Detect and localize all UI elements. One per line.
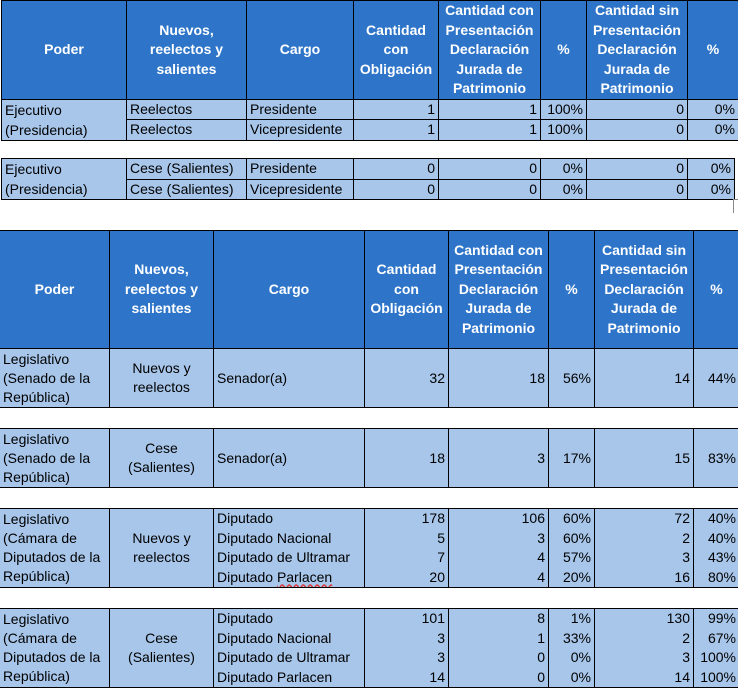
header-pct-con: %: [541, 1, 587, 100]
value-line: 72: [598, 509, 690, 529]
header-cargo: Cargo: [214, 231, 365, 349]
value-line: 178: [368, 509, 445, 529]
value-line: 100%: [697, 648, 736, 668]
header-con: Cantidad con Presentación Declaración Jurada de Patrimonio: [439, 1, 541, 100]
cargo-cell: Presidente: [247, 159, 354, 180]
poder-cell: Legislativo (Senado de la República): [0, 429, 110, 488]
tipo-cell: Cese (Salientes): [110, 609, 214, 688]
value-line: 99%: [697, 609, 736, 629]
cargo-cell: [214, 609, 365, 688]
pct-sin-cell: [694, 609, 738, 688]
pct-sin-cell: [694, 509, 738, 588]
value-line: 3: [368, 648, 445, 668]
cell-selection-marker: [733, 199, 738, 213]
header-cargo: Cargo: [247, 1, 354, 100]
poder-cell: Legislativo (Senado de la República): [0, 349, 110, 408]
pct-con-cell: 0%: [541, 179, 587, 200]
cargo-cell: [214, 509, 365, 588]
value-line: 0%: [552, 668, 591, 688]
sin-cell: 14: [595, 349, 694, 408]
cargo-line: Diputado Parlacen: [217, 668, 361, 688]
camara-cese-block: [0, 608, 738, 688]
header-tipo: Nuevos, reelectos y salientes: [127, 1, 247, 100]
value-line: 3: [598, 648, 690, 668]
value-line: 101: [368, 609, 445, 629]
header-con: Cantidad con Presentación Declaración Jurada de Patrimonio: [449, 231, 549, 349]
cargo-line: Diputado Nacional: [217, 529, 361, 549]
obligacion-cell: 1: [354, 99, 439, 120]
cargo-line: Diputado de Ultramar: [217, 548, 361, 568]
cargo-cell: Senador(a): [214, 429, 365, 488]
cargo-cell: Senador(a): [214, 349, 365, 408]
header-poder: Poder: [0, 231, 110, 349]
pct-sin-cell: 83%: [694, 429, 738, 488]
con-cell: [449, 609, 549, 688]
obligacion-cell: 32: [365, 349, 449, 408]
poder-cell: Legislativo (Cámara de Diputados de la República): [0, 609, 110, 688]
poder-cell: Ejecutivo (Presidencia): [2, 159, 127, 200]
value-line: 14: [368, 668, 445, 688]
value-line: 14: [598, 668, 690, 688]
sin-cell: 15: [595, 429, 694, 488]
cargo-cell: Vicepresidente: [247, 179, 354, 200]
value-line: 0: [452, 668, 545, 688]
value-line: 57%: [552, 548, 591, 568]
value-line: 8: [452, 609, 545, 629]
header-obligacion: Cantidad con Obligación: [354, 1, 439, 100]
sin-cell: [595, 609, 694, 688]
cargo-line: Diputado: [217, 509, 361, 529]
value-line: 0: [452, 648, 545, 668]
table1-cese-block: [1, 158, 735, 200]
value-line: 7: [368, 548, 445, 568]
tipo-cell: Reelectos: [127, 120, 247, 141]
con-cell: 1: [439, 120, 541, 141]
value-line: 1: [452, 629, 545, 649]
camara-nuevos-block: [0, 508, 738, 588]
value-line: 40%: [697, 509, 736, 529]
value-line: 100%: [697, 668, 736, 688]
value-line: 60%: [552, 509, 591, 529]
header-sin: Cantidad sin Presentación Declaración Jurada de Patrimonio: [587, 1, 688, 100]
cargo-cell: Presidente: [247, 99, 354, 120]
senado-cese-block: [0, 428, 738, 488]
value-line: 33%: [552, 629, 591, 649]
header-pct-sin: %: [688, 1, 738, 100]
sin-cell: 0: [587, 159, 688, 180]
sin-cell: 0: [587, 120, 688, 141]
sin-cell: 0: [587, 179, 688, 200]
value-line: 20%: [552, 568, 591, 588]
table2-header: [0, 230, 738, 408]
pct-con-cell: 0%: [541, 159, 587, 180]
tipo-cell: Nuevos y reelectos: [110, 509, 214, 588]
value-line: 43%: [697, 548, 736, 568]
obligacion-cell: 0: [354, 159, 439, 180]
value-line: 5: [368, 529, 445, 549]
value-line: 3: [368, 629, 445, 649]
tipo-cell: Reelectos: [127, 99, 247, 120]
value-line: 2: [598, 629, 690, 649]
pct-sin-cell: 0%: [688, 179, 735, 200]
con-cell: [449, 509, 549, 588]
con-cell: 1: [439, 99, 541, 120]
value-line: 3: [598, 548, 690, 568]
value-line: 40%: [697, 529, 736, 549]
tipo-cell: Nuevos y reelectos: [110, 349, 214, 408]
obligacion-cell: 1: [354, 120, 439, 141]
header-obligacion: Cantidad con Obligación: [365, 231, 449, 349]
tipo-cell: Cese (Salientes): [110, 429, 214, 488]
obligacion-cell: 0: [354, 179, 439, 200]
pct-con-cell: 100%: [541, 99, 587, 120]
value-line: 106: [452, 509, 545, 529]
con-cell: 18: [449, 349, 549, 408]
value-line: 130: [598, 609, 690, 629]
con-cell: 0: [439, 159, 541, 180]
tipo-cell: Cese (Salientes): [127, 179, 247, 200]
pct-con-cell: [549, 509, 595, 588]
cargo-line: Diputado de Ultramar: [217, 648, 361, 668]
value-line: 20: [368, 568, 445, 588]
value-line: 4: [452, 548, 545, 568]
sin-cell: 0: [587, 99, 688, 120]
con-cell: 3: [449, 429, 549, 488]
value-line: 80%: [697, 568, 736, 588]
pct-con-cell: 100%: [541, 120, 587, 141]
cargo-line: Diputado Nacional: [217, 629, 361, 649]
obligacion-cell: 18: [365, 429, 449, 488]
header-pct-con: %: [549, 231, 595, 349]
table1-header: [1, 0, 738, 141]
poder-cell: Legislativo (Cámara de Diputados de la República): [0, 509, 110, 588]
cargo-line: Diputado: [217, 609, 361, 629]
obligacion-cell: [365, 509, 449, 588]
header-tipo: Nuevos, reelectos y salientes: [110, 231, 214, 349]
header-sin: Cantidad sin Presentación Declaración Jurada de Patrimonio: [595, 231, 694, 349]
pct-con-cell: 17%: [549, 429, 595, 488]
sin-cell: [595, 509, 694, 588]
pct-sin-cell: 0%: [688, 120, 738, 141]
value-line: 4: [452, 568, 545, 588]
value-line: 60%: [552, 529, 591, 549]
pct-sin-cell: 0%: [688, 159, 735, 180]
value-line: 2: [598, 529, 690, 549]
obligacion-cell: [365, 609, 449, 688]
pct-sin-cell: 44%: [694, 349, 738, 408]
pct-con-cell: 56%: [549, 349, 595, 408]
header-pct-sin: %: [694, 231, 738, 349]
value-line: 1%: [552, 609, 591, 629]
poder-cell: Ejecutivo (Presidencia): [2, 99, 127, 140]
value-line: 67%: [697, 629, 736, 649]
value-line: 3: [452, 529, 545, 549]
header-poder: Poder: [2, 1, 127, 100]
cargo-cell: Vicepresidente: [247, 120, 354, 141]
value-line: 16: [598, 568, 690, 588]
value-line: 0%: [552, 648, 591, 668]
con-cell: 0: [439, 179, 541, 200]
cargo-line: Diputado Parlacen: [217, 568, 361, 588]
pct-sin-cell: 0%: [688, 99, 738, 120]
pct-con-cell: [549, 609, 595, 688]
tipo-cell: Cese (Salientes): [127, 159, 247, 180]
